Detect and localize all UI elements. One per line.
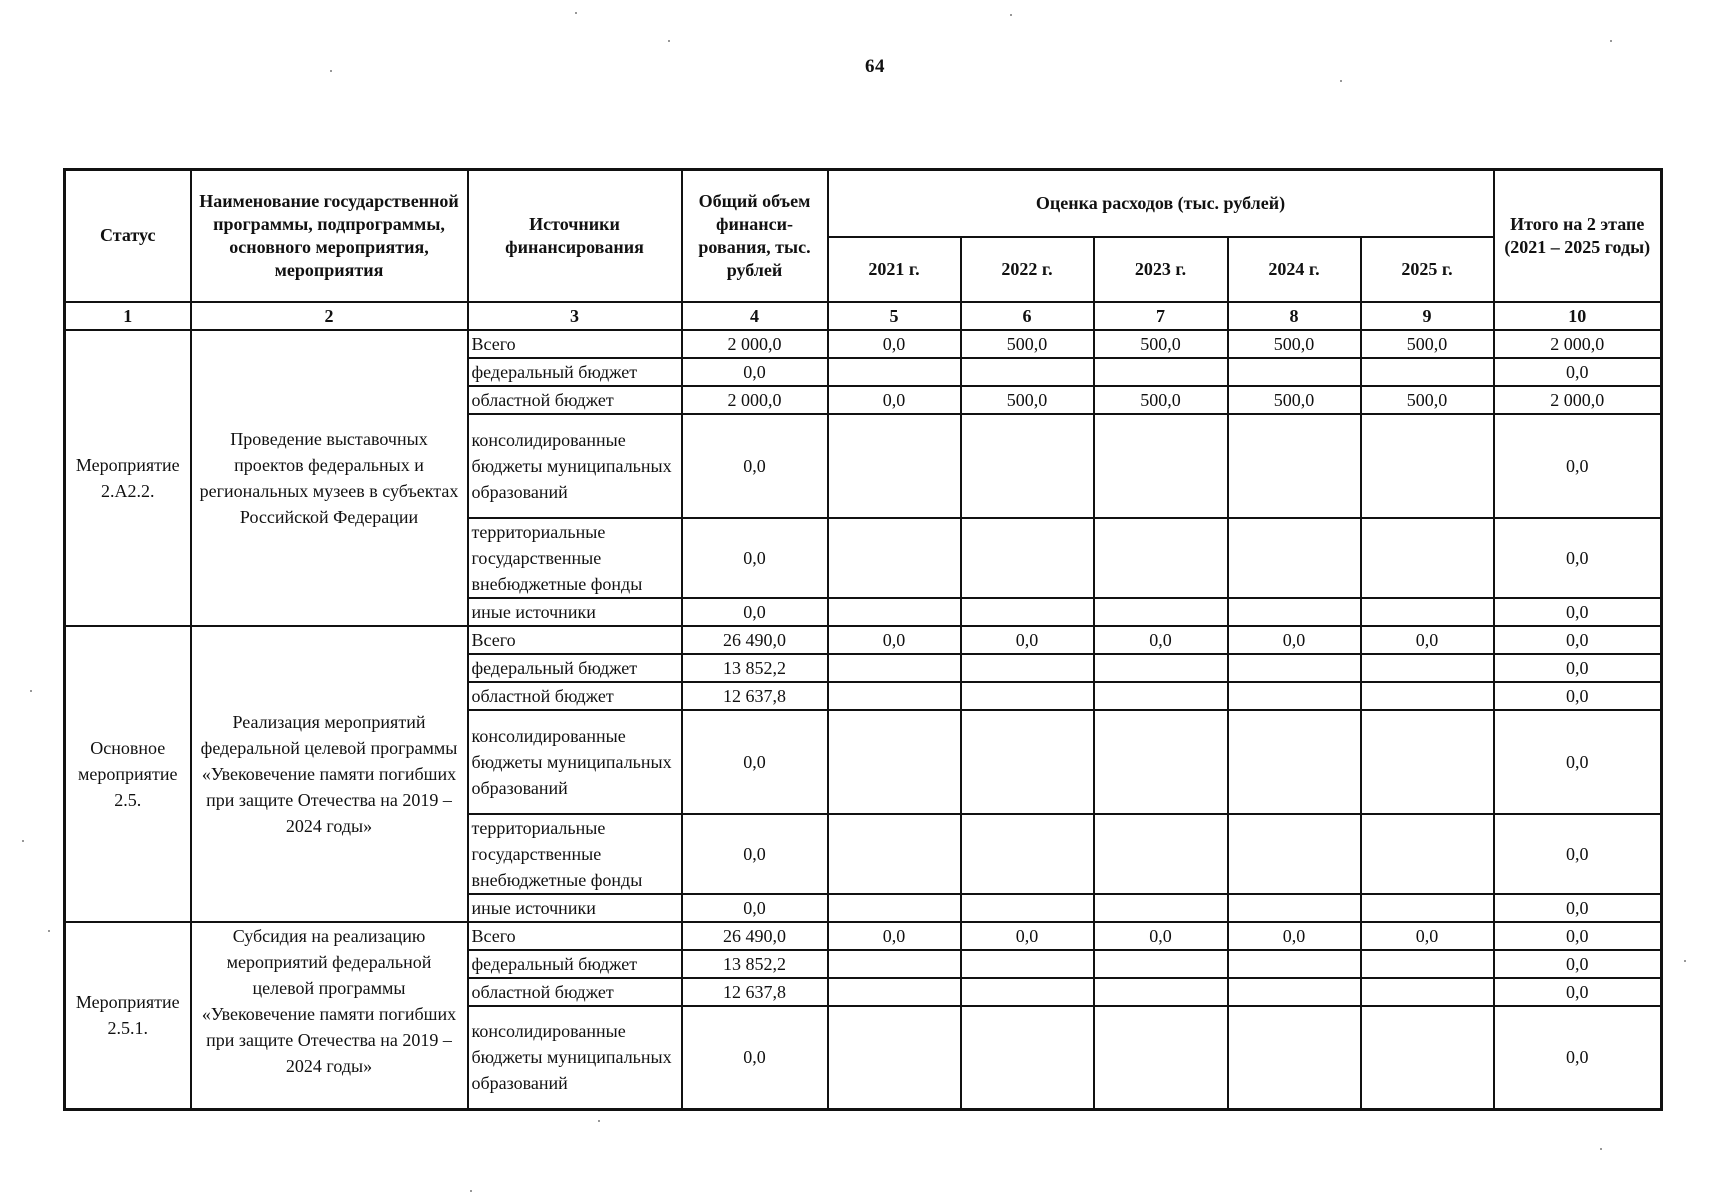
- table-header: [65, 170, 1662, 330]
- column-number: 7: [1094, 302, 1228, 330]
- row-year-value: 500,0: [1228, 386, 1361, 414]
- row-year-value: [1094, 950, 1228, 978]
- column-numbers-row: [65, 302, 1662, 330]
- row-year-value: [1361, 598, 1494, 626]
- row-year-value: [1094, 654, 1228, 682]
- row-total-volume: 13 852,2: [682, 950, 828, 978]
- row-year-value: 0,0: [1094, 922, 1228, 950]
- row-year-value: 0,0: [1228, 626, 1361, 654]
- page-number: 64: [865, 56, 885, 77]
- column-number: 9: [1361, 302, 1494, 330]
- row-year-value: [1094, 894, 1228, 922]
- row-source: областной бюджет: [468, 386, 682, 414]
- row-year-value: [961, 358, 1094, 386]
- row-year-value: 0,0: [828, 330, 961, 358]
- row-year-value: [961, 710, 1094, 814]
- row-total-volume: 0,0: [682, 814, 828, 894]
- row-year-value: [1094, 414, 1228, 518]
- row-year-value: [828, 978, 961, 1006]
- row-stage-total: 2 000,0: [1494, 386, 1662, 414]
- row-year-value: [828, 814, 961, 894]
- row-year-value: [828, 598, 961, 626]
- row-year-value: 0,0: [828, 626, 961, 654]
- table-row: [65, 626, 1662, 654]
- row-year-value: 0,0: [828, 386, 961, 414]
- row-source: иные источники: [468, 894, 682, 922]
- row-total-volume: 0,0: [682, 710, 828, 814]
- row-year-value: [828, 654, 961, 682]
- row-total-volume: 26 490,0: [682, 626, 828, 654]
- row-year-value: [961, 654, 1094, 682]
- row-year-value: [828, 894, 961, 922]
- row-year-value: [1361, 814, 1494, 894]
- row-year-value: [1361, 414, 1494, 518]
- row-year-value: 500,0: [1094, 330, 1228, 358]
- row-year-value: [1228, 682, 1361, 710]
- row-year-value: 500,0: [961, 386, 1094, 414]
- row-year-value: [828, 414, 961, 518]
- header-sources: Источники финансирования: [468, 170, 682, 302]
- row-stage-total: 0,0: [1494, 518, 1662, 598]
- row-source: федеральный бюджет: [468, 654, 682, 682]
- row-year-value: 500,0: [1361, 386, 1494, 414]
- row-year-value: [1228, 1006, 1361, 1110]
- row-year-value: [961, 518, 1094, 598]
- row-source: Всего: [468, 626, 682, 654]
- row-year-value: [1094, 1006, 1228, 1110]
- row-stage-total: 0,0: [1494, 922, 1662, 950]
- row-year-value: [961, 598, 1094, 626]
- row-year-value: [1228, 358, 1361, 386]
- row-year-value: [1228, 598, 1361, 626]
- row-total-volume: 0,0: [682, 518, 828, 598]
- row-year-value: [1361, 978, 1494, 1006]
- row-status: Мероприятие 2.5.1.: [65, 922, 191, 1110]
- row-source: территориальные государственные внебюджетные фонды: [468, 518, 682, 598]
- row-total-volume: 12 637,8: [682, 978, 828, 1006]
- header-year: 2023 г.: [1094, 237, 1228, 302]
- header-year: 2025 г.: [1361, 237, 1494, 302]
- row-year-value: [961, 978, 1094, 1006]
- row-stage-total: 0,0: [1494, 654, 1662, 682]
- header-total-volume: Общий объем финанси-рования, тыс. рублей: [682, 170, 828, 302]
- table-body: [65, 330, 1662, 1110]
- column-number: 10: [1494, 302, 1662, 330]
- row-year-value: [961, 814, 1094, 894]
- row-stage-total: 0,0: [1494, 894, 1662, 922]
- row-total-volume: 0,0: [682, 1006, 828, 1110]
- row-year-value: 0,0: [1094, 626, 1228, 654]
- row-year-value: [1094, 814, 1228, 894]
- header-stage-total: Итого на 2 этапе (2021 – 2025 годы): [1494, 170, 1662, 302]
- row-event-name: Субсидия на реализацию мероприятий федеральной целевой программы «Увековечение памяти погибших при защите Отечества на 2019 – 2024 годы»: [191, 922, 468, 1110]
- row-year-value: [1228, 710, 1361, 814]
- row-source: консолидированные бюджеты муниципальных образований: [468, 1006, 682, 1110]
- row-year-value: [1094, 978, 1228, 1006]
- header-year: 2022 г.: [961, 237, 1094, 302]
- row-stage-total: 0,0: [1494, 950, 1662, 978]
- row-stage-total: 0,0: [1494, 1006, 1662, 1110]
- header-estimate: Оценка расходов (тыс. рублей): [828, 170, 1494, 237]
- row-stage-total: 0,0: [1494, 414, 1662, 518]
- row-year-value: 0,0: [828, 922, 961, 950]
- row-stage-total: 0,0: [1494, 978, 1662, 1006]
- row-year-value: 0,0: [1228, 922, 1361, 950]
- row-year-value: [961, 414, 1094, 518]
- row-year-value: 500,0: [1094, 386, 1228, 414]
- row-total-volume: 13 852,2: [682, 654, 828, 682]
- column-number: 2: [191, 302, 468, 330]
- row-year-value: [1361, 950, 1494, 978]
- row-year-value: [1094, 710, 1228, 814]
- row-year-value: [1228, 414, 1361, 518]
- row-year-value: [828, 682, 961, 710]
- row-stage-total: 0,0: [1494, 682, 1662, 710]
- row-year-value: [1361, 1006, 1494, 1110]
- row-year-value: [961, 1006, 1094, 1110]
- row-stage-total: 0,0: [1494, 626, 1662, 654]
- row-year-value: 500,0: [1361, 330, 1494, 358]
- row-year-value: [1228, 654, 1361, 682]
- row-year-value: [828, 518, 961, 598]
- row-total-volume: 26 490,0: [682, 922, 828, 950]
- row-year-value: 500,0: [961, 330, 1094, 358]
- row-year-value: [1228, 894, 1361, 922]
- header-name: Наименование государственной программы, подпрограммы, основного мероприятия, мероприятия: [191, 170, 468, 302]
- row-year-value: [1228, 978, 1361, 1006]
- row-source: территориальные государственные внебюджетные фонды: [468, 814, 682, 894]
- row-year-value: [1094, 358, 1228, 386]
- column-number: 1: [65, 302, 191, 330]
- row-year-value: [961, 950, 1094, 978]
- row-year-value: [1228, 950, 1361, 978]
- row-year-value: 0,0: [961, 922, 1094, 950]
- row-year-value: 0,0: [961, 626, 1094, 654]
- row-year-value: [1361, 358, 1494, 386]
- row-source: федеральный бюджет: [468, 358, 682, 386]
- row-total-volume: 12 637,8: [682, 682, 828, 710]
- row-year-value: [961, 682, 1094, 710]
- row-event-name: Реализация мероприятий федеральной целевой программы «Увековечение памяти погибших при защите Отечества на 2019 – 2024 годы»: [191, 626, 468, 922]
- header-year: 2021 г.: [828, 237, 961, 302]
- row-year-value: [1361, 894, 1494, 922]
- row-year-value: [828, 358, 961, 386]
- row-source: областной бюджет: [468, 682, 682, 710]
- financing-table: [63, 168, 1663, 1111]
- row-year-value: 0,0: [1361, 922, 1494, 950]
- row-year-value: [1361, 518, 1494, 598]
- row-year-value: [1094, 598, 1228, 626]
- column-number: 3: [468, 302, 682, 330]
- row-year-value: [828, 710, 961, 814]
- row-status: Мероприятие 2.А2.2.: [65, 330, 191, 626]
- row-total-volume: 0,0: [682, 894, 828, 922]
- row-source: консолидированные бюджеты муниципальных образований: [468, 414, 682, 518]
- row-stage-total: 2 000,0: [1494, 330, 1662, 358]
- row-year-value: [1228, 814, 1361, 894]
- column-number: 5: [828, 302, 961, 330]
- column-number: 8: [1228, 302, 1361, 330]
- row-stage-total: 0,0: [1494, 358, 1662, 386]
- row-total-volume: 0,0: [682, 598, 828, 626]
- row-year-value: [828, 950, 961, 978]
- row-total-volume: 2 000,0: [682, 330, 828, 358]
- column-number: 6: [961, 302, 1094, 330]
- row-year-value: [828, 1006, 961, 1110]
- header-year: 2024 г.: [1228, 237, 1361, 302]
- row-source: иные источники: [468, 598, 682, 626]
- row-total-volume: 2 000,0: [682, 386, 828, 414]
- row-year-value: [1094, 518, 1228, 598]
- row-total-volume: 0,0: [682, 414, 828, 518]
- row-stage-total: 0,0: [1494, 814, 1662, 894]
- table-row: [65, 330, 1662, 358]
- row-source: консолидированные бюджеты муниципальных образований: [468, 710, 682, 814]
- row-status: Основное мероприятие 2.5.: [65, 626, 191, 922]
- row-year-value: [1361, 682, 1494, 710]
- row-stage-total: 0,0: [1494, 598, 1662, 626]
- row-year-value: [1094, 682, 1228, 710]
- header-status: Статус: [65, 170, 191, 302]
- row-year-value: [1361, 710, 1494, 814]
- row-source: Всего: [468, 330, 682, 358]
- row-source: Всего: [468, 922, 682, 950]
- row-year-value: 500,0: [1228, 330, 1361, 358]
- row-year-value: 0,0: [1361, 626, 1494, 654]
- row-event-name: Проведение выставочных проектов федеральных и региональных музеев в субъектах Российской Федерации: [191, 330, 468, 626]
- row-year-value: [961, 894, 1094, 922]
- row-total-volume: 0,0: [682, 358, 828, 386]
- row-year-value: [1228, 518, 1361, 598]
- row-source: областной бюджет: [468, 978, 682, 1006]
- table-row: [65, 922, 1662, 950]
- column-number: 4: [682, 302, 828, 330]
- row-year-value: [1361, 654, 1494, 682]
- row-source: федеральный бюджет: [468, 950, 682, 978]
- row-stage-total: 0,0: [1494, 710, 1662, 814]
